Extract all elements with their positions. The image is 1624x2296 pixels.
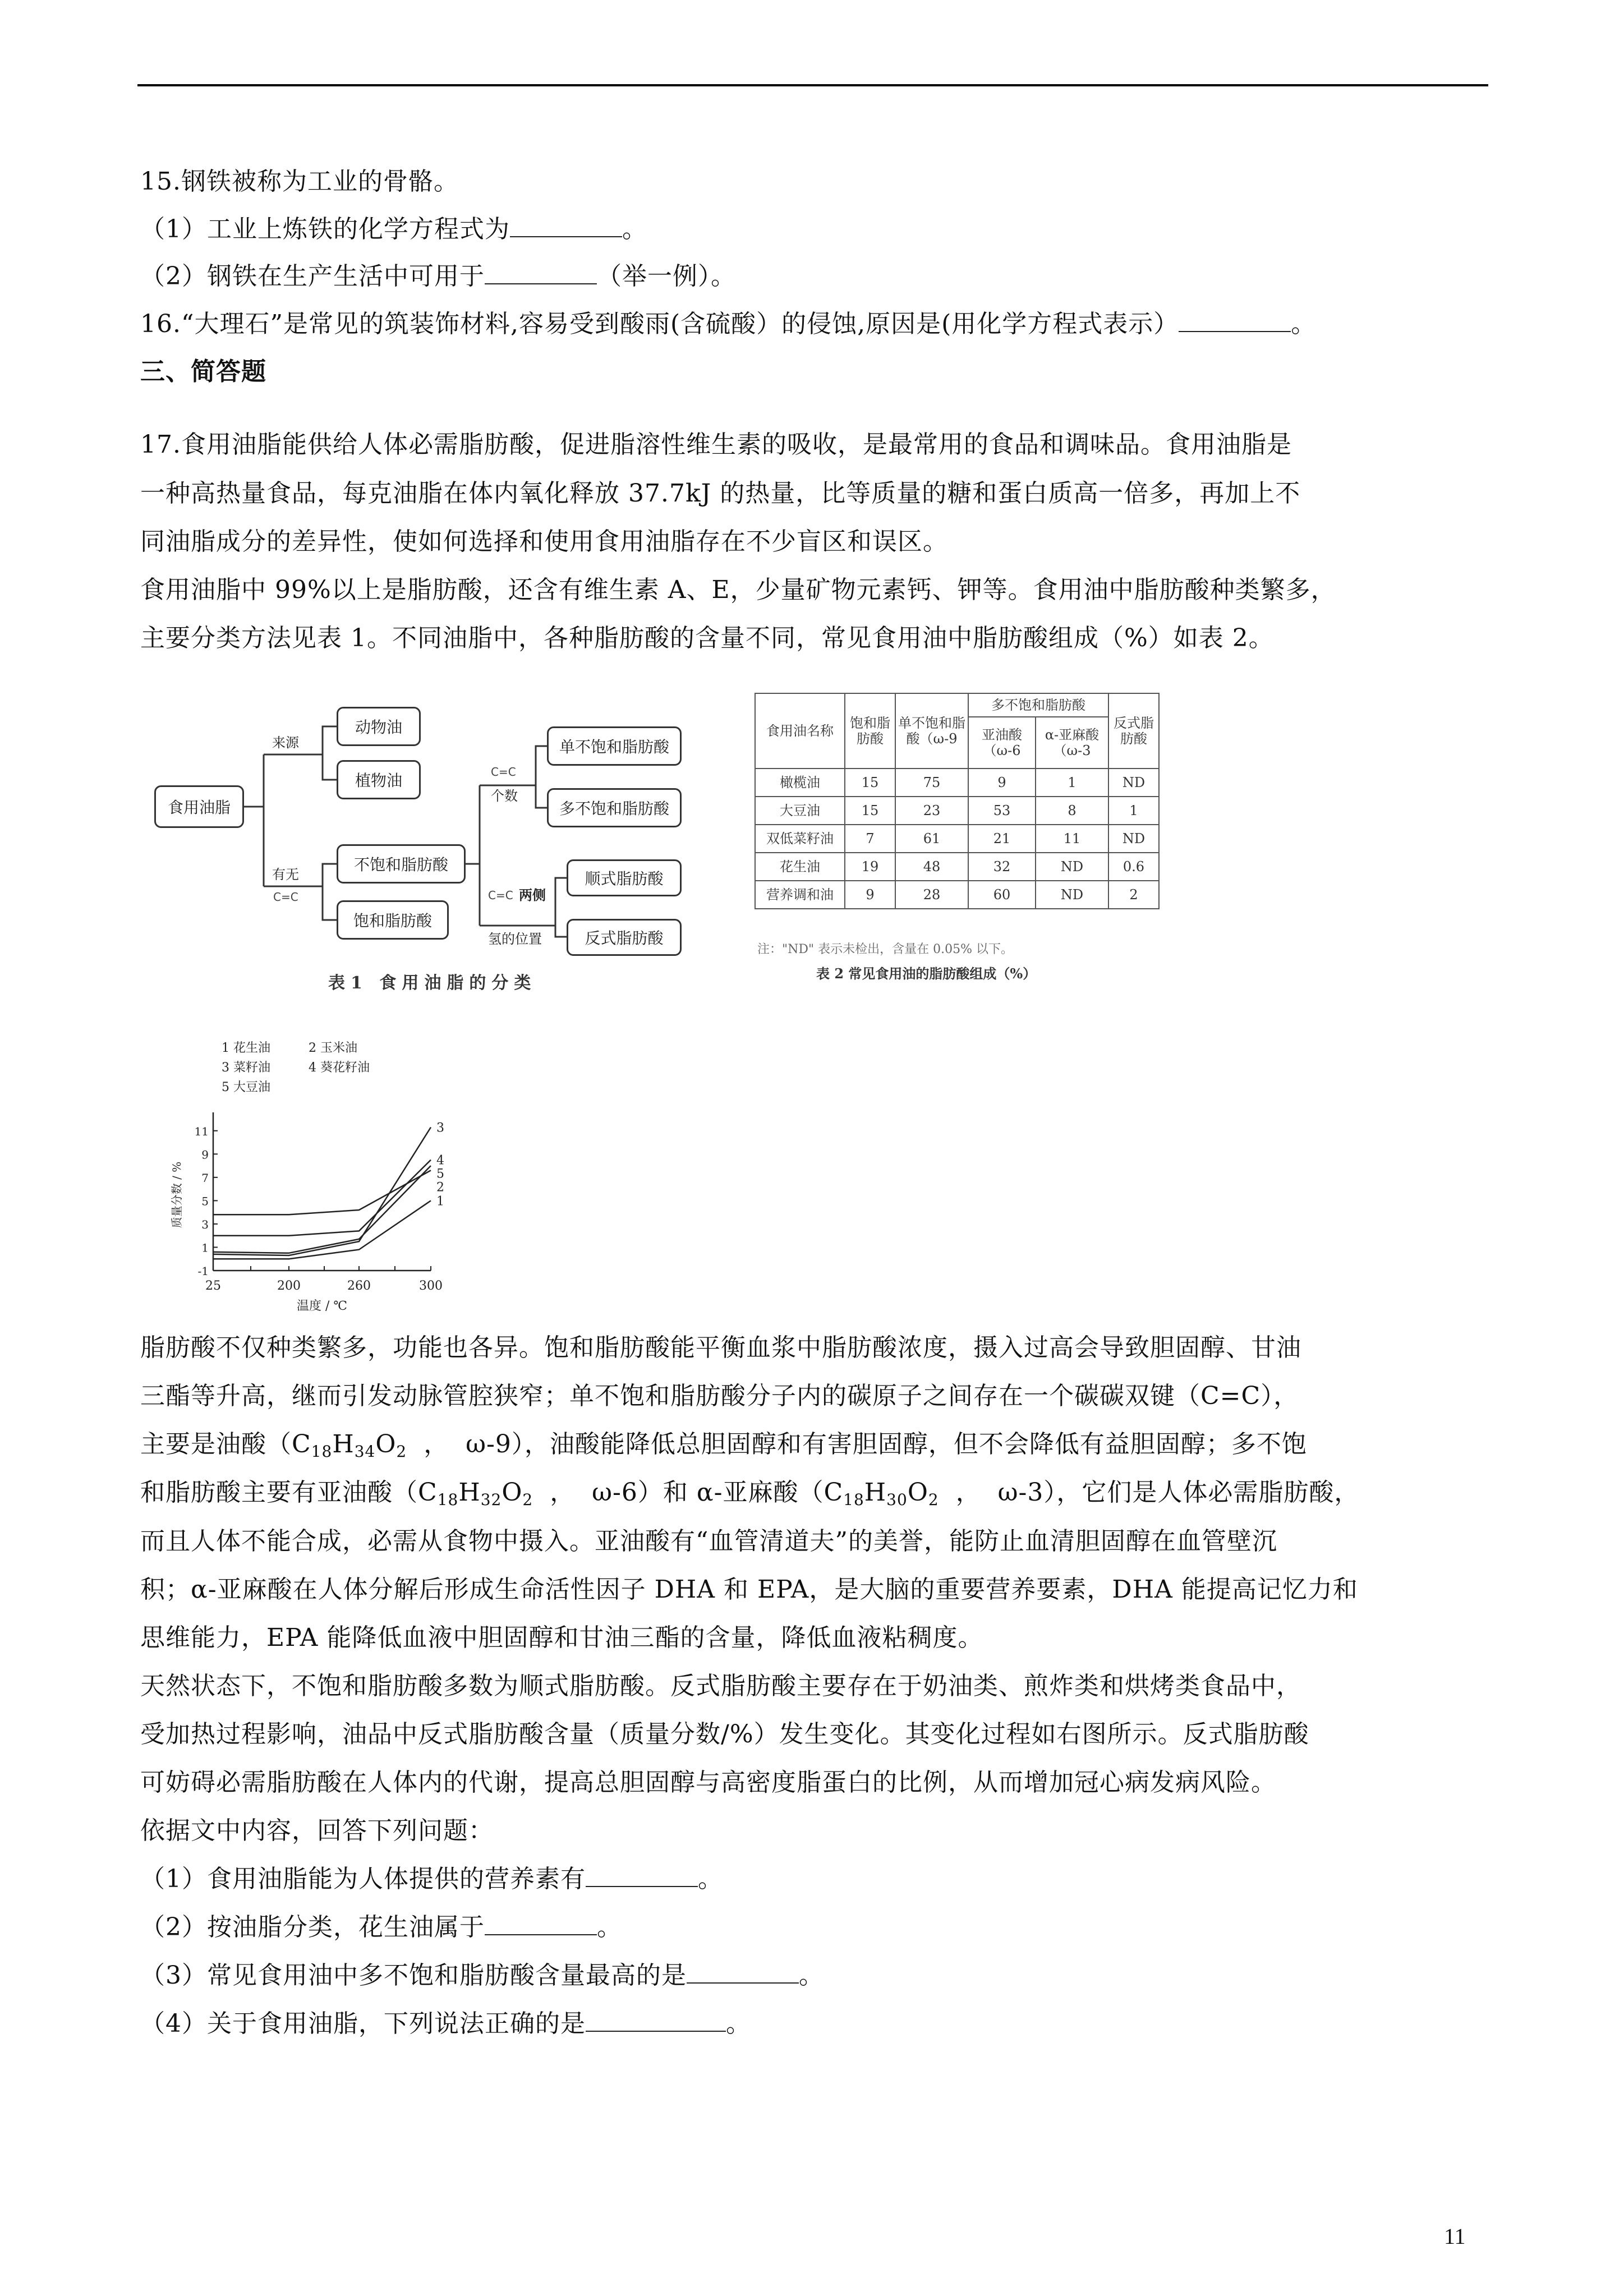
table-row bbox=[755, 853, 1159, 881]
body-line: 受加热过程影响，油品中反式脂肪酸含量（质量分数/%）发生变化。其变化过程如右图所示。反式脂肪酸 bbox=[140, 1720, 1309, 1749]
col-header-name: 食用油名称 bbox=[755, 693, 845, 769]
x-tick-label: 200 bbox=[277, 1279, 301, 1293]
node-saturated: 饱和脂肪酸 bbox=[337, 900, 449, 940]
legend-entry: 4 葵花籽油 bbox=[309, 1061, 370, 1075]
value-cell: 75 bbox=[895, 769, 968, 797]
col-header-linoleic: 亚油酸（ω-6 bbox=[968, 717, 1036, 769]
value-cell: 7 bbox=[845, 825, 895, 853]
q17-question-3 bbox=[140, 1960, 824, 1991]
answer-blank[interactable] bbox=[687, 1961, 799, 1984]
value-cell: ND bbox=[1036, 853, 1108, 881]
text: ， ω-6）和 α-亚麻酸（C bbox=[533, 1478, 844, 1507]
legend-entry: 5 大豆油 bbox=[222, 1080, 270, 1094]
value-cell: 1 bbox=[1036, 769, 1108, 797]
body-line: 三酯等升高，继而引发动脉管腔狭窄；单不饱和脂肪酸分子内的碳原子之间存在一个碳碳双键（C=C）， bbox=[140, 1382, 1299, 1410]
q15-part2-text: （2）钢铁在生产生活中可用于 bbox=[140, 262, 485, 291]
q17-intro-line: 一种高热量食品，每克油脂在体内氧化释放 37.7kJ 的热量，比等质量的糖和蛋白质高一倍多，再加上不 bbox=[140, 479, 1301, 508]
question-end: 。 bbox=[726, 2009, 751, 2038]
subscript: 2 bbox=[928, 1490, 939, 1509]
q15-part2-end: （举一例）。 bbox=[597, 262, 736, 291]
x-axis-label: 温度 / ℃ bbox=[296, 1299, 348, 1313]
series-line-4 bbox=[213, 1160, 431, 1236]
text: H bbox=[332, 1430, 355, 1458]
series-end-label: 1 bbox=[436, 1194, 444, 1209]
value-cell: 8 bbox=[1036, 797, 1108, 825]
value-cell: 15 bbox=[845, 797, 895, 825]
subscript: 30 bbox=[886, 1490, 908, 1509]
q15-part1 bbox=[140, 214, 647, 245]
question-end: 。 bbox=[799, 1961, 824, 1990]
oil-name-cell: 花生油 bbox=[755, 853, 845, 881]
q17-intro-line: 主要分类方法见表 1。不同油脂中，各种脂肪酸的含量不同，常见食用油中脂肪酸组成（%）如表 2。 bbox=[140, 624, 1274, 652]
node-animal-oil: 动物油 bbox=[337, 707, 421, 746]
label-position-1: 两侧 bbox=[519, 887, 546, 903]
y-tick-label: -1 bbox=[197, 1264, 209, 1278]
subscript: 18 bbox=[311, 1442, 333, 1461]
value-cell: 61 bbox=[895, 825, 968, 853]
label-count-sub: C=C bbox=[491, 765, 516, 779]
question-end: 。 bbox=[698, 1865, 723, 1893]
value-cell: 11 bbox=[1036, 825, 1108, 853]
oil-name-cell: 营养调和油 bbox=[755, 881, 845, 909]
body-line: 而且人体不能合成，必需从食物中摄入。亚油酸有“血管清道夫”的美誉，能防止血清胆固醇在血管壁沉 bbox=[140, 1527, 1277, 1556]
value-cell: ND bbox=[1108, 769, 1159, 797]
oil-name-cell: 橄榄油 bbox=[755, 769, 845, 797]
x-tick-label: 260 bbox=[347, 1279, 371, 1293]
col-header-poly: 多不饱和脂肪酸 bbox=[968, 693, 1108, 717]
value-cell: 9 bbox=[968, 769, 1036, 797]
question-text: （4）关于食用油脂，下列说法正确的是 bbox=[140, 2009, 586, 2038]
oil-name-cell: 大豆油 bbox=[755, 797, 845, 825]
y-tick-label: 7 bbox=[201, 1171, 209, 1185]
header-rule bbox=[137, 84, 1488, 86]
subscript: 2 bbox=[396, 1442, 407, 1461]
question-text: （1）食用油脂能为人体提供的营养素有 bbox=[140, 1865, 586, 1893]
value-cell: ND bbox=[1108, 825, 1159, 853]
value-cell: 1 bbox=[1108, 797, 1159, 825]
value-cell: ND bbox=[1036, 881, 1108, 909]
series-end-label: 4 bbox=[436, 1153, 444, 1168]
node-plant-oil: 植物油 bbox=[337, 760, 421, 799]
body-line: 可妨碍必需脂肪酸在人体内的代谢，提高总胆固醇与高密度脂蛋白的比例，从而增加冠心病发病风险。 bbox=[140, 1768, 1276, 1797]
body-line: 天然状态下，不饱和脂肪酸多数为顺式脂肪酸。反式脂肪酸主要存在于奶油类、煎炸类和烘烤类食品中， bbox=[140, 1672, 1301, 1700]
value-cell: 19 bbox=[845, 853, 895, 881]
col-header-trans: 反式脂肪酸 bbox=[1108, 693, 1159, 769]
text: ， ω-9），油酸能降低总胆固醇和有害胆固醇，但不会降低有益胆固醇；多不饱 bbox=[407, 1430, 1307, 1458]
y-tick-label: 11 bbox=[194, 1124, 209, 1138]
subscript: 2 bbox=[522, 1490, 533, 1509]
table-row bbox=[755, 881, 1159, 909]
classification-diagram bbox=[154, 701, 715, 965]
value-cell: 9 bbox=[845, 881, 895, 909]
value-cell: 15 bbox=[845, 769, 895, 797]
value-cell: 2 bbox=[1108, 881, 1159, 909]
y-tick-label: 1 bbox=[201, 1241, 209, 1255]
table2-caption: 表 2 常见食用油的脂肪酸组成（%） bbox=[816, 965, 1037, 982]
q17-intro-line: 同油脂成分的差异性，使如何选择和使用食用油脂存在不少盲区和误区。 bbox=[140, 527, 948, 556]
text: H bbox=[864, 1478, 887, 1507]
body-line: 思维能力，EPA 能降低血液中胆固醇和甘油三酯的含量，降低血液粘稠度。 bbox=[140, 1623, 983, 1652]
answer-blank[interactable] bbox=[510, 215, 622, 237]
body-line: 积；α-亚麻酸在人体分解后形成生命活性因子 DHA 和 EPA，是大脑的重要营养要素，DHA 能提高记忆力和 bbox=[140, 1575, 1358, 1604]
table-row bbox=[755, 797, 1159, 825]
text: 主要是油酸（C bbox=[140, 1430, 311, 1458]
series-end-label: 2 bbox=[436, 1180, 444, 1195]
value-cell: 23 bbox=[895, 797, 968, 825]
x-tick-label: 25 bbox=[205, 1279, 221, 1293]
series-line-1 bbox=[213, 1200, 431, 1259]
value-cell: 48 bbox=[895, 853, 968, 881]
value-cell: 21 bbox=[968, 825, 1036, 853]
body-line: 脂肪酸不仅种类繁多，功能也各异。饱和脂肪酸能平衡血浆中脂肪酸浓度，摄入过高会导致胆固醇、甘油 bbox=[140, 1333, 1301, 1362]
answer-blank[interactable] bbox=[1179, 310, 1291, 332]
label-cc-presence: 有无 bbox=[272, 867, 299, 882]
legend-entry: 1 花生油 bbox=[222, 1041, 270, 1055]
answer-blank[interactable] bbox=[586, 2009, 726, 2032]
q17-question-1 bbox=[140, 1864, 723, 1895]
question-text: （2）按油脂分类，花生油属于 bbox=[140, 1913, 485, 1941]
node-trans: 反式脂肪酸 bbox=[567, 919, 682, 956]
x-tick-label: 300 bbox=[419, 1279, 443, 1293]
q17-question-4 bbox=[140, 2008, 751, 2040]
question-text: （3）常见食用油中多不饱和脂肪酸含量最高的是 bbox=[140, 1961, 687, 1990]
formula-line-poly bbox=[140, 1477, 1359, 1508]
q17-question-2 bbox=[140, 1912, 622, 1943]
question-end: 。 bbox=[597, 1913, 622, 1941]
col-header-saturated: 饱和脂肪酸 bbox=[845, 693, 895, 769]
table-row bbox=[755, 769, 1159, 797]
answer-blank[interactable] bbox=[485, 1913, 597, 1935]
answer-blank[interactable] bbox=[485, 262, 597, 284]
text: O bbox=[907, 1478, 928, 1507]
body-line: 依据文中内容，回答下列问题： bbox=[140, 1816, 494, 1845]
table-row bbox=[755, 825, 1159, 853]
text: ， ω-3），它们是人体必需脂肪酸， bbox=[938, 1478, 1360, 1507]
q15-title: 15.钢铁被称为工业的骨骼。 bbox=[140, 167, 459, 196]
q16 bbox=[140, 309, 1316, 340]
col-header-alpha: α-亚麻酸（ω-3 bbox=[1036, 717, 1108, 769]
col-header-mono: 单不饱和脂酸（ω-9 bbox=[895, 693, 968, 769]
text: O bbox=[502, 1478, 523, 1507]
y-tick-label: 5 bbox=[201, 1194, 209, 1208]
q15-part1-text: （1）工业上炼铁的化学方程式为 bbox=[140, 215, 510, 243]
q16-text: 16.“大理石”是常见的筑装饰材料,容易受到酸雨(含硫酸）的侵蚀,原因是(用化学方程式表示） bbox=[140, 310, 1179, 338]
value-cell: 60 bbox=[968, 881, 1036, 909]
node-poly-unsaturated: 多不饱和脂肪酸 bbox=[547, 788, 682, 827]
subscript: 32 bbox=[480, 1490, 502, 1509]
text: H bbox=[458, 1478, 481, 1507]
text: 和脂肪酸主要有亚油酸（C bbox=[140, 1478, 438, 1507]
legend-entry: 2 玉米油 bbox=[309, 1041, 357, 1055]
value-cell: 0.6 bbox=[1108, 853, 1159, 881]
subscript: 18 bbox=[843, 1490, 864, 1509]
node-edible-oil: 食用油脂 bbox=[154, 785, 244, 828]
node-cis: 顺式脂肪酸 bbox=[567, 859, 682, 896]
q17-intro-line: 17.食用油脂能供给人体必需脂肪酸，促进脂溶性维生素的吸收，是最常用的食品和调味品。食用油脂是 bbox=[140, 430, 1292, 459]
table1-caption: 表1 食用油脂的分类 bbox=[328, 973, 537, 993]
node-unsaturated: 不饱和脂肪酸 bbox=[337, 844, 466, 884]
value-cell: 28 bbox=[895, 881, 968, 909]
node-mono-unsaturated: 单不饱和脂肪酸 bbox=[547, 726, 682, 766]
trans-fat-chart bbox=[168, 1035, 482, 1315]
subscript: 18 bbox=[437, 1490, 459, 1509]
section-heading: 三、简答题 bbox=[140, 357, 266, 386]
y-tick-label: 9 bbox=[201, 1148, 209, 1162]
y-axis-label: 质量分数 / % bbox=[170, 1161, 183, 1228]
label-source: 来源 bbox=[272, 735, 299, 751]
answer-blank[interactable] bbox=[586, 1865, 698, 1887]
page-number: 11 bbox=[1444, 2224, 1466, 2249]
formula-line-oleic bbox=[140, 1429, 1307, 1460]
table2-note: 注："ND" 表示未检出，含量在 0.05% 以下。 bbox=[757, 942, 1013, 956]
q16-end: 。 bbox=[1291, 310, 1317, 338]
oil-name-cell: 双低菜籽油 bbox=[755, 825, 845, 853]
value-cell: 53 bbox=[968, 797, 1036, 825]
y-tick-label: 3 bbox=[201, 1217, 209, 1231]
series-end-label: 3 bbox=[436, 1121, 444, 1135]
text: O bbox=[375, 1430, 397, 1458]
label-position-2: 氢的位置 bbox=[488, 931, 542, 947]
series-end-label: 5 bbox=[436, 1167, 444, 1181]
label-position-sub: C=C bbox=[488, 889, 513, 902]
label-count: 个数 bbox=[491, 788, 518, 804]
q17-intro-line: 食用油脂中 99%以上是脂肪酸，还含有维生素 A、E，少量矿物元素钙、钾等。食用油中脂肪酸种类繁多， bbox=[140, 576, 1336, 604]
q15-part2 bbox=[140, 261, 736, 292]
value-cell: 32 bbox=[968, 853, 1036, 881]
q15-part1-end: 。 bbox=[622, 215, 647, 243]
label-cc-presence-sub: C=C bbox=[273, 890, 298, 904]
legend-entry: 3 菜籽油 bbox=[222, 1061, 270, 1075]
subscript: 34 bbox=[354, 1442, 376, 1461]
fatty-acid-table bbox=[755, 693, 1160, 909]
